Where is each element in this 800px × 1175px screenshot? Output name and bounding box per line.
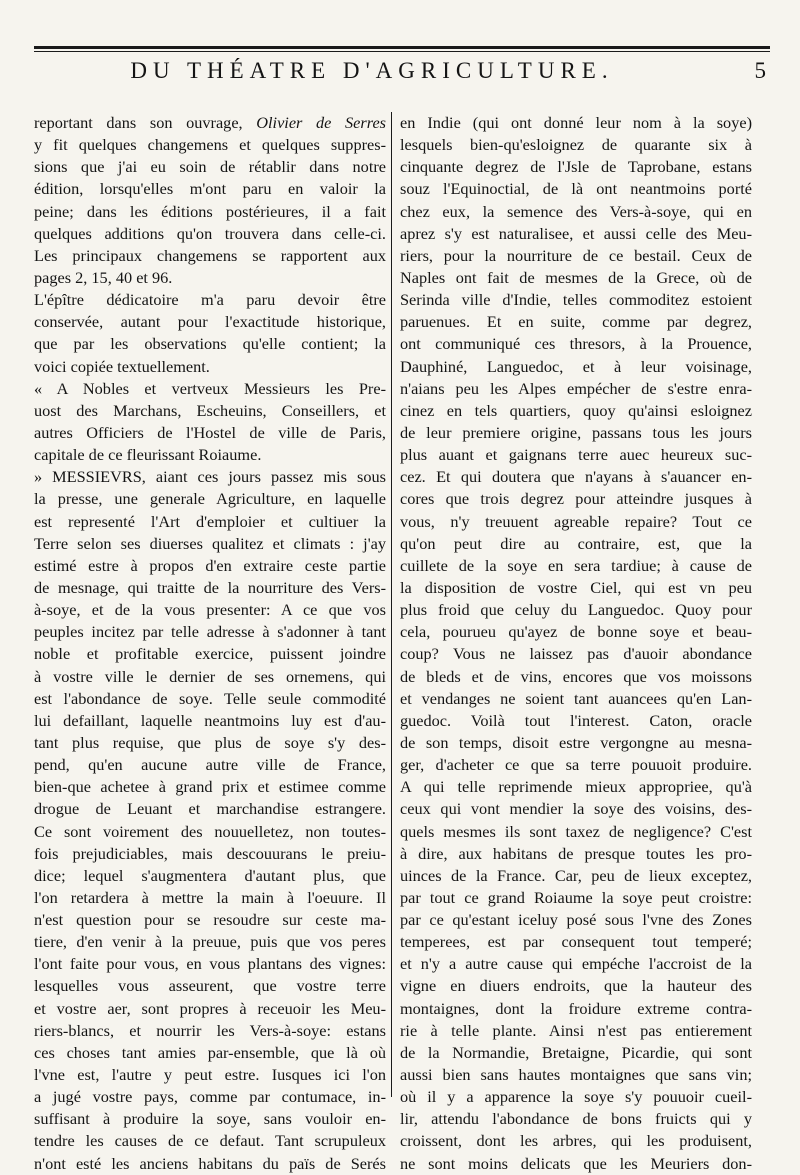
text-line: la disposition de vostre Ciel, qui est vn peu [400, 577, 752, 597]
text-line: peuples incitez par telle adresse à s'adonner à tant [34, 622, 386, 642]
text-line: l'ont faite pour vous, en vous plantans des vignes: [34, 954, 386, 974]
text-line: cinez en tels quartiers, quoy qu'ainsi esloignez [400, 400, 752, 420]
text-line: pend, qu'en aucune autre ville de France, [34, 755, 386, 775]
page-header [34, 58, 770, 92]
text-line: chez eux, la semence des Vers-à-soye, qui en [400, 201, 752, 221]
text-line: de bleds et de vins, encores que vos moissons [400, 666, 752, 686]
text-line: peine; dans les éditions postérieures, il a fait [34, 201, 386, 221]
text-line: croissent, dont les arbres, qui les produisent, [400, 1131, 752, 1151]
text-line: cela, pourueu qu'ayez de bonne soye et beau- [400, 622, 752, 642]
text-line: Dauphiné, Languedoc, et à leur voisinage, [400, 356, 752, 376]
text-line: est l'abondance de soye. Telle seule commodité [34, 688, 386, 708]
text-line: tant plus requise, que plus de soye s'y des- [34, 732, 386, 752]
text-line: n'aians peu les Alpes empécher de s'estre enra- [400, 378, 752, 398]
text-line: à-soye, et de la vous presenter: A ce que vos [34, 600, 386, 620]
text-line: de son temps, disoit estre vergongne au mesna- [400, 732, 752, 752]
text-line: quelques additions qu'on trouvera dans celle-ci. [34, 223, 386, 243]
text-line: lesquels bien-qu'esloignez de quarante six à [400, 135, 752, 155]
text-line: temperees, est par consequent tout temperé; [400, 932, 752, 952]
text-line: estimé estre à propos d'en extraire ceste partie [34, 555, 386, 575]
text-line: fois prejudiciables, mais descouurans le preiu- [34, 843, 386, 863]
text-line: à dire, aux habitans de presque toutes les pro- [400, 843, 752, 863]
text-line: uinces de la France. Car, peu de lieux exceptez, [400, 865, 752, 885]
text-line: souz l'Equinoctial, de là ont neantmoins porté [400, 179, 752, 199]
text-columns [34, 112, 769, 1173]
text-line: édition, lorsqu'elles m'ont paru en valoir la [34, 179, 386, 199]
text-line: guedoc. Voilà tout l'interest. Caton, oracle [400, 710, 752, 730]
text-line: bien-que achetee à grand prix et estimee comme [34, 777, 386, 797]
text-line: ne sont moins delicats que les Meuriers don- [400, 1153, 752, 1173]
running-head: DU THÉATRE D'AGRICULTURE. [130, 58, 614, 83]
text-line: uost des Marchans, Escheuins, Conseillers, et [34, 400, 386, 420]
text-line: plus froid que celuy du Languedoc. Quoy pour [400, 600, 752, 620]
text-line: qu'on peut dire au contraire, est, que la [400, 533, 752, 553]
text-line: ger, d'acheter ce que sa terre pouuoit produire. [400, 755, 752, 775]
text-line: quels mesmes ils sont taxez de negligence? C'est [400, 821, 752, 841]
text-line: ont communiqué ces thresors, à la Prouence, [400, 334, 752, 354]
text-line: et n'y a autre cause qui empéche l'accroist de la [400, 954, 752, 974]
text-line: tendre les causes de ce defaut. Tant scrupuleux [34, 1131, 386, 1151]
text-line: l'vne est, l'autre y peut estre. Iusques ici l'on [34, 1065, 386, 1085]
text-line: coup? Vous ne laissez pas d'auoir abondance [400, 644, 752, 664]
text-line: sions que j'ai eu soin de rétablir dans notre [34, 157, 386, 177]
text-line: par tout ce grand Roiaume la soye peut croistre: [400, 887, 752, 907]
text-line: riers-blancs, et nourrir les Vers-à-soye: estans [34, 1020, 386, 1040]
text-line: « A Nobles et vertveux Messieurs les Pre- [34, 378, 386, 398]
text-line: à vostre ville le dernier de ses ornemens, qui [34, 666, 386, 686]
left-column [34, 112, 386, 1175]
text-line: de leur premiere origine, passans tous les jours [400, 422, 752, 442]
text-line: ceux qui vont mendier la soye des voisins, des- [400, 799, 752, 819]
author-name: Olivier de Serres [256, 113, 386, 132]
text-line: conservée, autant pour l'exactitude historique, [34, 312, 386, 332]
text-line: en Indie (qui ont donné leur nom à la soye) [400, 113, 752, 132]
text-line: Serinda ville d'Indie, telles commoditez estoient [400, 290, 752, 310]
text-line: aprez s'y est naturalisee, et aussi celle des Meu- [400, 223, 752, 243]
text-line: paruenues. Et en suite, comme par degrez, [400, 312, 752, 332]
text-line: riers, pour la nourriture de ce bestail. Ceux de [400, 245, 752, 265]
text-line: voici copiée textuellement. [34, 356, 210, 376]
text-line: ces choses tant amies par-ensemble, que là où [34, 1042, 386, 1062]
header-rule-thin [34, 51, 770, 52]
text-line: dice; lequel s'augmentera d'autant plus, que [34, 865, 386, 885]
header-rule-thick [34, 46, 770, 49]
text-line: capitale de ce fleurissant Roiaume. [34, 445, 262, 465]
text-line: rie à telle plante. Ainsi n'est pas entierement [400, 1020, 752, 1040]
text-line: et vostre aer, sont propres à receuoir les Meu- [34, 998, 386, 1018]
text-line: n'ont esté les anciens habitans du païs de Serés [34, 1153, 386, 1173]
text-line: drogue de Leuant et marchandise estrangere. [34, 799, 386, 819]
text-line: cores que trois degrez pour atteindre jusques à [400, 489, 752, 509]
text-line: cez. Et qui doutera que n'ayans à s'auancer en- [400, 467, 752, 487]
text-line: et vendanges ne soient tant auancees qu'en Lan- [400, 688, 752, 708]
text-line: lesquelles vous asseurent, que vostre terre [34, 976, 386, 996]
text-line: montaignes, dont la froidure extreme contra- [400, 998, 752, 1018]
column-divider [391, 112, 392, 1097]
text-line: vigne en diuers endroits, que la hauteur des [400, 976, 752, 996]
text-line: cuillete de la soye en sera tardiue; à cause de [400, 555, 752, 575]
text-line: A qui telle reprimende mieux appropriee, qu'à [400, 777, 752, 797]
text-line: la presse, une generale Agriculture, en laquelle [34, 489, 386, 509]
text-line: noble et profitable exercice, puissent joindre [34, 644, 386, 664]
text-line: aussi bien sans hautes montaignes que sans vin; [400, 1065, 752, 1085]
text-line: est representé l'Art d'emploier et cultiuer la [34, 511, 386, 531]
text-line: Terre selon ses diuerses qualitez et climats : j'ay [34, 533, 386, 553]
text-line: L'épître dédicatoire m'a paru devoir être [34, 290, 386, 310]
text-line: suffisant à produire la soye, sans vouloir en- [34, 1109, 386, 1129]
text-line: » MESSIEVRS, aiant ces jours passez mis sous [34, 467, 386, 487]
text-line: a jugé vostre pays, comme par contumace, in- [34, 1087, 386, 1107]
text-line: lir, attendu l'abondance de bons fruicts qui y [400, 1109, 752, 1129]
text-line: que par les observations qu'elle contient; la [34, 334, 386, 354]
text-line: où il y a apparence la soye s'y pouuoir cueil- [400, 1087, 752, 1107]
text-line: autres Officiers de l'Hostel de ville de Paris, [34, 422, 386, 442]
page-number: 5 [754, 58, 766, 83]
text-line: tiere, d'en venir à la preuue, puis que vos peres [34, 932, 386, 952]
text-line: Ce sont voirement des nouuelletez, non toutes- [34, 821, 386, 841]
text-line: par ce qu'estant iceluy posé sous l'vne des Zones [400, 910, 752, 930]
text-line: reportant dans son ouvrage, Olivier de Serres [34, 113, 386, 132]
text-line: l'on retardera à mettre la main à l'oeuure. Il [34, 887, 386, 907]
text-line: y fit quelques changemens et quelques suppres- [34, 135, 386, 155]
text-line: lui defaillant, laquelle neantmoins luy est d'au- [34, 710, 386, 730]
right-column [400, 112, 752, 1175]
text-line: de la Normandie, Bretaigne, Picardie, qui sont [400, 1042, 752, 1062]
text-line: vous, n'y treuuent agreable repaire? Tout ce [400, 511, 752, 531]
text-line: pages 2, 15, 40 et 96. [34, 267, 173, 287]
text-line: plus auant et gaignans terre auec heureux suc- [400, 445, 752, 465]
text-line: cinquante degrez de l'Jsle de Taprobane, estans [400, 157, 752, 177]
text-line: Naples ont fait de mesmes de la Grece, où de [400, 267, 752, 287]
text-line: Les principaux changemens se rapportent aux [34, 245, 386, 265]
text-line: n'est question pour se resoudre sur ceste ma- [34, 910, 386, 930]
text-line: de mesnage, qui traitte de la nourriture des Vers- [34, 577, 386, 597]
